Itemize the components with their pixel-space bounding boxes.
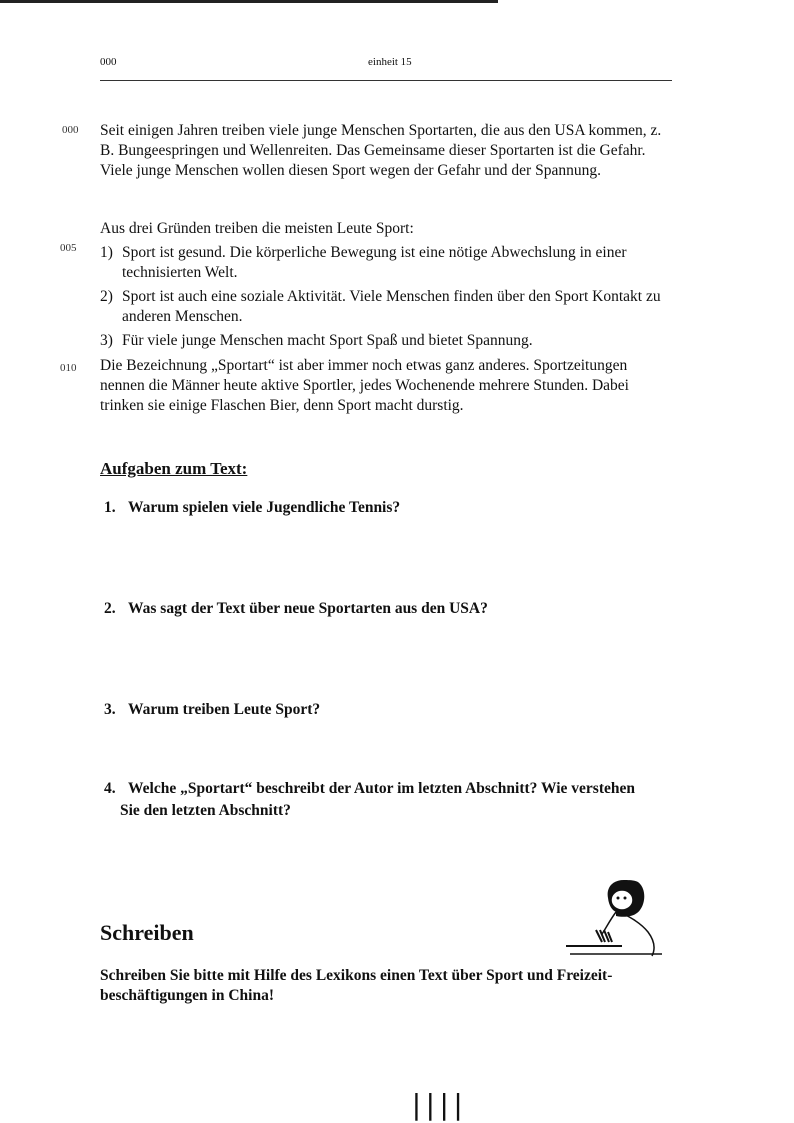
question-4: [104, 778, 664, 822]
line-number-5: 005: [60, 242, 77, 254]
list-item-number: 3): [100, 332, 113, 349]
page-number: 000: [100, 56, 117, 68]
list-item: [100, 287, 672, 327]
question-number: 1.: [104, 499, 116, 516]
paragraph-closing-text: Die Bezeichnung „Sportart“ ist aber immer noch etwas ganz anderes. Sportzeitungen nennen die Männer heute aktive Sportler, jedes Wochenende mehrere Stunden. Dabei trinken sie einige Flaschen Bier, denn Sport macht durstig.: [100, 357, 629, 414]
list-item-number: 1): [100, 244, 113, 261]
question-3: [104, 699, 664, 721]
tasks-heading: Aufgaben zum Text:: [100, 459, 248, 478]
reasons-list: [100, 219, 672, 355]
list-item-text: Sport ist gesund. Die körperliche Bewegung ist eine nötige Abwechslung in einer technisierten Welt.: [122, 244, 627, 281]
list-item: [100, 331, 672, 351]
list-item-text: Für viele junge Menschen macht Sport Spaß und bietet Spannung.: [122, 332, 533, 349]
paragraph-intro: [100, 121, 672, 181]
paragraph-closing: [100, 356, 672, 416]
writing-heading: Schreiben: [100, 920, 194, 945]
reasons-intro: Aus drei Gründen treiben die meisten Leute Sport:: [100, 220, 414, 237]
question-text: Welche „Sportart“ beschreibt der Autor im letzten Abschnitt? Wie verstehen: [128, 780, 636, 797]
line-number-10: 010: [60, 362, 77, 374]
writing-person-illustration: [566, 876, 662, 960]
question-text: Warum treiben Leute Sport?: [128, 701, 321, 718]
question-text-continued: Sie den letzten Abschnitt?: [120, 802, 291, 819]
list-item-text: Sport ist auch eine soziale Aktivität. Viele Menschen finden über den Sport Kontakt zu anderen Menschen.: [122, 288, 661, 325]
list-item: [100, 243, 672, 283]
question-number: 3.: [104, 701, 116, 718]
footer-bars: ||||: [408, 1088, 464, 1121]
question-1: [104, 497, 664, 519]
running-title: einheit 15: [368, 56, 412, 68]
page-header: [100, 56, 670, 80]
question-number: 2.: [104, 600, 116, 617]
question-text: Warum spielen viele Jugendliche Tennis?: [128, 499, 401, 516]
question-2: [104, 598, 664, 620]
question-text: Was sagt der Text über neue Sportarten aus den USA?: [128, 600, 488, 617]
top-rule: [0, 0, 498, 3]
list-item-number: 2): [100, 288, 113, 305]
line-number-0: 000: [62, 124, 79, 136]
question-number: 4.: [104, 780, 116, 797]
paragraph-intro-text: Seit einigen Jahren treiben viele junge Menschen Sportarten, die aus den USA kommen, z. B. Bungeespringen und Wellenreiten. Das Gemeinsame dieser Sportarten ist die Gefahr. Viele junge Menschen wollen diesen Sport wegen der Gefahr und der Spannung.: [100, 122, 662, 179]
header-rule: [100, 80, 672, 81]
writing-task: Schreiben Sie bitte mit Hilfe des Lexikons einen Text über Sport und Freizeit-beschäftigungen in China!: [100, 967, 613, 1004]
